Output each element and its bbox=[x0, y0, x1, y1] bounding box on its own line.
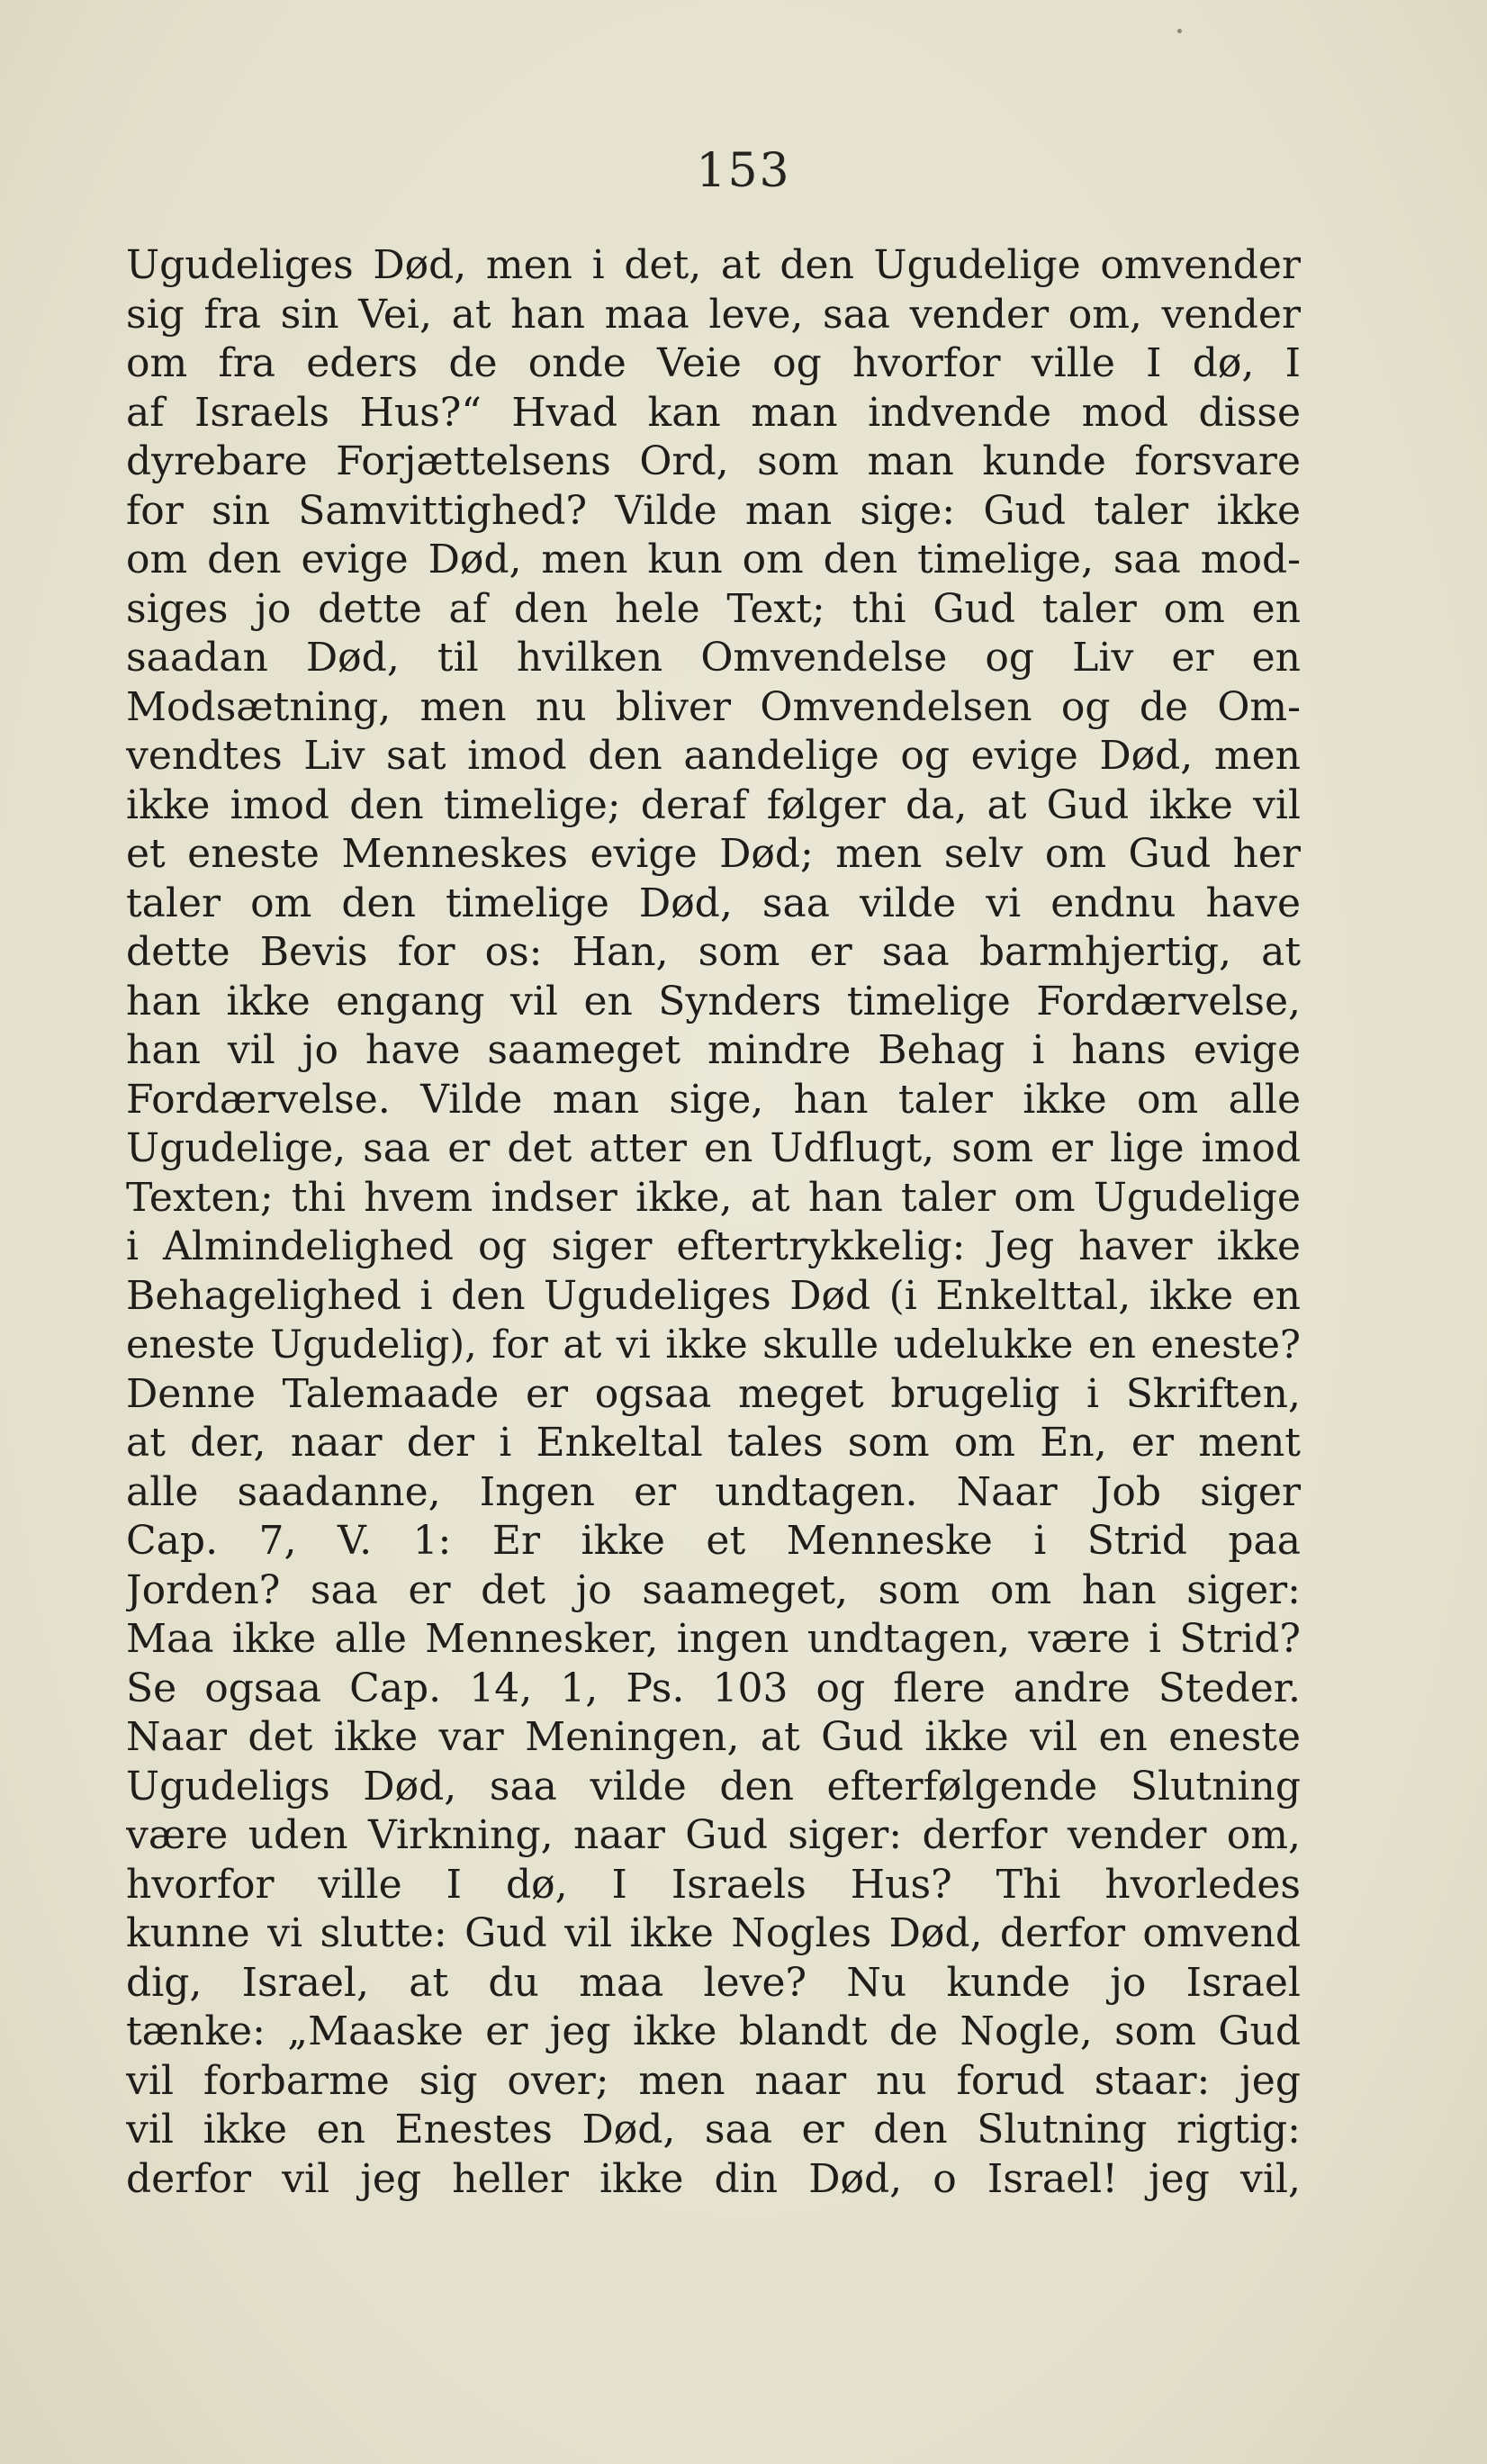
text-line: tænke: „Maaske er jeg ikke blandt de Nogle, som Gud bbox=[126, 2008, 1301, 2054]
text-line: vendtes Liv sat imod den aandelige og evige Død, men bbox=[126, 733, 1301, 779]
text-line: for sin Samvittighed? Vilde man sige: Gud taler ikke bbox=[126, 487, 1301, 534]
text-line: Cap. 7, V. 1: Er ikke et Menneske i Strid paa bbox=[126, 1518, 1301, 1564]
text-line: Texten; thi hvem indser ikke, at han taler om Ugudelige bbox=[126, 1174, 1301, 1221]
body-text bbox=[126, 241, 1301, 2204]
text-line: Jorden? saa er det jo saameget, som om han siger: bbox=[126, 1566, 1301, 1613]
text-line: Ugudelige, saa er det atter en Udflugt, som er lige imod bbox=[126, 1125, 1301, 1171]
text-line: hvorfor ville I dø, I Israels Hus? Thi hvorledes bbox=[126, 1861, 1301, 1908]
text-line: han vil jo have saameget mindre Behag i hans evige bbox=[126, 1027, 1301, 1073]
text-line: Behagelighed i den Ugudeliges Død (i Enkelttal, ikke en bbox=[126, 1272, 1301, 1319]
text-line: Denne Talemaade er ogsaa meget brugelig i Skriften, bbox=[126, 1370, 1301, 1417]
text-line: kunne vi slutte: Gud vil ikke Nogles Død, derfor omvend bbox=[126, 1910, 1301, 1956]
text-line: om den evige Død, men kun om den timelige, saa mod- bbox=[126, 537, 1301, 582]
text-line: saadan Død, til hvilken Omvendelse og Liv er en bbox=[126, 635, 1301, 681]
text-line: Ugudeliges Død, men i det, at den Ugudelige omvender bbox=[126, 242, 1301, 288]
text-line: sig fra sin Vei, at han maa leve, saa vender om, vender bbox=[126, 291, 1301, 338]
text-line: være uden Virkning, naar Gud siger: derfor vender om, bbox=[126, 1812, 1301, 1858]
text-line: om fra eders de onde Veie og hvorfor ville I dø, I bbox=[126, 340, 1301, 386]
text-line: taler om den timelige Død, saa vilde vi endnu have bbox=[126, 880, 1301, 926]
text-line: Modsætning, men nu bliver Omvendelsen og de Om- bbox=[126, 683, 1301, 730]
text-line: han ikke engang vil en Synders timelige Fordærvelse, bbox=[126, 978, 1301, 1024]
text-line: Se ogsaa Cap. 14, 1, Ps. 103 og flere andre Steder. bbox=[126, 1665, 1301, 1711]
text-line: et eneste Menneskes evige Død; men selv om Gud her bbox=[126, 831, 1301, 877]
text-line: at der, naar der i Enkeltal tales som om En, er ment bbox=[126, 1420, 1301, 1466]
paper-speck bbox=[1177, 29, 1182, 33]
text-line: Maa ikke alle Mennesker, ingen undtagen, være i Strid? bbox=[126, 1616, 1301, 1662]
page-number: 153 bbox=[696, 144, 791, 198]
text-line: ikke imod den timelige; deraf følger da, at Gud ikke vil bbox=[126, 781, 1301, 828]
text-line: vil ikke en Enestes Død, saa er den Slutning rigtig: bbox=[126, 2107, 1301, 2153]
text-line: eneste Ugudelig), for at vi ikke skulle udelukke en eneste? bbox=[126, 1322, 1301, 1367]
text-line: dyrebare Forjættelsens Ord, som man kunde forsvare bbox=[126, 438, 1301, 484]
text-line: dig, Israel, at du maa leve? Nu kunde jo Israel bbox=[126, 1959, 1301, 2006]
text-line: af Israels Hus?“ Hvad kan man indvende mod disse bbox=[126, 389, 1301, 436]
text-line: vil forbarme sig over; men naar nu forud staar: jeg bbox=[126, 2057, 1301, 2104]
text-line: dette Bevis for os: Han, som er saa barmhjertig, at bbox=[126, 929, 1301, 975]
text-line: i Almindelighed og siger eftertrykkelig: Jeg haver ikke bbox=[126, 1223, 1301, 1269]
text-line: Ugudeligs Død, saa vilde den efterfølgende Slutning bbox=[126, 1763, 1301, 1810]
text-line: Naar det ikke var Meningen, at Gud ikke vil en eneste bbox=[126, 1714, 1301, 1760]
text-line: siges jo dette af den hele Text; thi Gud taler om en bbox=[126, 585, 1301, 632]
text-line: Fordærvelse. Vilde man sige, han taler ikke om alle bbox=[126, 1076, 1301, 1123]
text-line: derfor vil jeg heller ikke din Død, o Israel! jeg vil, bbox=[126, 2155, 1301, 2202]
text-line: alle saadanne, Ingen er undtagen. Naar Job siger bbox=[126, 1468, 1301, 1515]
